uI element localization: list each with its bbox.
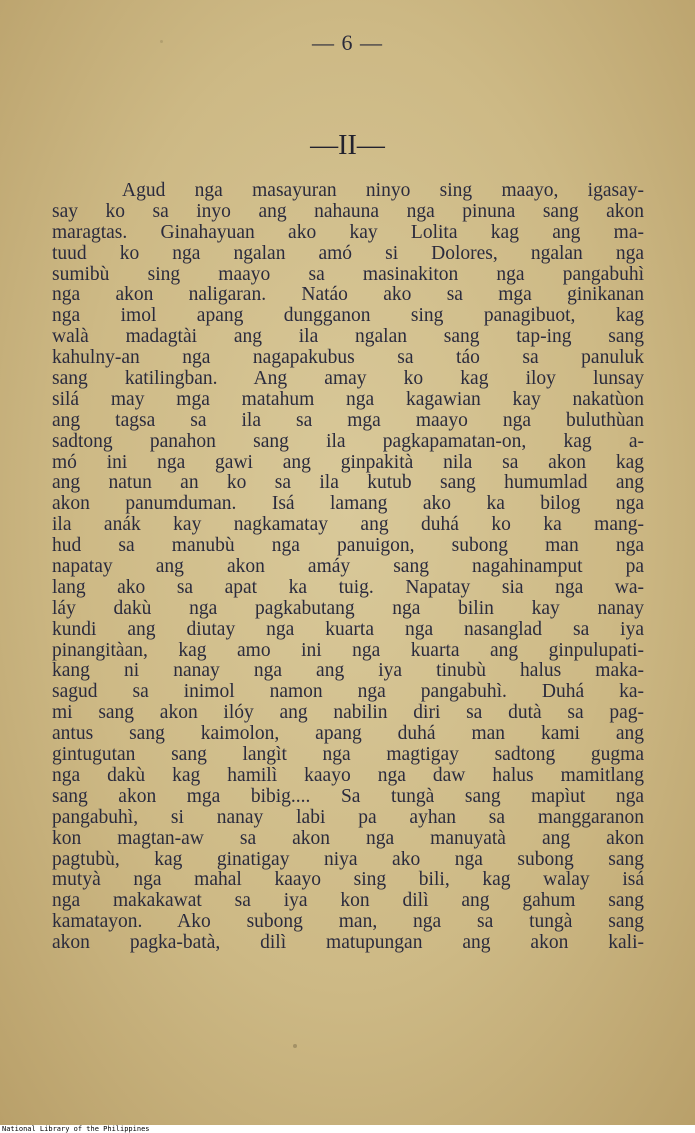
- text-line: nga makakawat sa iya kon dilì ang gahum sang: [52, 891, 644, 912]
- text-line: mutyà nga mahal kaayo sing bili, kag walay isá: [52, 870, 644, 891]
- text-line: sang akon mga bibig.... Sa tungà sang mapìut nga: [52, 786, 644, 807]
- text-line: hud sa manubù nga panuigon, subong man nga: [52, 536, 644, 557]
- text-line: pagtubù, kag ginatigay niya ako nga subong sang: [52, 849, 644, 870]
- text-line: pangabuhì, si nanay labi pa ayhan sa manggaranon: [52, 807, 644, 828]
- text-line: nga akon naligaran. Natáo ako sa mga ginikanan: [52, 285, 644, 306]
- body-text: [52, 181, 644, 954]
- chapter-heading: —II—: [310, 130, 385, 161]
- text-line: tuud ko nga ngalan amó si Dolores, ngalan nga: [52, 243, 644, 264]
- library-footer: National Library of the Philippines: [2, 1125, 150, 1133]
- text-line: lang ako sa apat ka tuig. Napatay sia nga wa-: [52, 577, 644, 598]
- text-line: Agud nga masayuran ninyo sing maayo, igasay-: [122, 181, 644, 201]
- text-line: kundi ang diutay nga kuarta nga nasanglad sa iya: [52, 619, 644, 640]
- text-line: antus sang kaimolon, apang duhá man kami ang: [52, 724, 644, 745]
- text-line: sang katilingban. Ang amay ko kag iloy lunsay: [52, 369, 644, 390]
- text-line: akon pagka-batà, dilì matupungan ang akon kali-: [52, 933, 644, 954]
- text-line: akon panumduman. Isá lamang ako ka bilog nga: [52, 494, 644, 515]
- text-line: kamatayon. Ako subong man, nga sa tungà sang: [52, 912, 644, 933]
- text-line: pinangitàan, kag amo ini nga kuarta ang ginpulupati-: [52, 640, 644, 661]
- text-line: napatay ang akon amáy sang nagahinamput pa: [52, 557, 644, 578]
- ink-speck: [160, 40, 163, 43]
- text-line: mó ini nga gawi ang ginpakità nila sa akon kag: [52, 452, 644, 473]
- page-number: — 6 —: [312, 30, 383, 55]
- text-line: mi sang akon ilóy ang nabilin diri sa dutà sa pag-: [52, 703, 644, 724]
- text-line: kahulny-an nga nagapakubus sa táo sa panuluk: [52, 348, 644, 369]
- text-line: silá may mga matahum nga kagawian kay nakatùon: [52, 389, 644, 410]
- text-line: kon magtan-aw sa akon nga manuyatà ang akon: [52, 828, 644, 849]
- text-line: ang tagsa sa ila sa mga maayo nga buluthùan: [52, 410, 644, 431]
- text-line: ila anák kay nagkamatay ang duhá ko ka mang-: [52, 515, 644, 536]
- text-line: sadtong panahon sang ila pagkapamatan-on, kag a-: [52, 431, 644, 452]
- text-line: gintugutan sang langìt nga magtigay sadtong gugma: [52, 745, 644, 766]
- text-line: kang ni nanay nga ang iya tinubù halus maka-: [52, 661, 644, 682]
- ink-speck: [293, 1044, 297, 1048]
- text-line: sagud sa inimol namon nga pangabuhì. Duhá ka-: [52, 682, 644, 703]
- text-line: nga dakù kag hamilì kaayo nga daw halus mamitlang: [52, 765, 644, 786]
- text-line: maragtas. Ginahayuan ako kay Lolita kag ang ma-: [52, 222, 644, 243]
- text-line: say ko sa inyo ang nahauna nga pinuna sang akon: [52, 201, 644, 222]
- text-line: láy dakù nga pagkabutang nga bilin kay nanay: [52, 598, 644, 619]
- text-line: ang natun an ko sa ila kutub sang humumlad ang: [52, 473, 644, 494]
- text-line: nga imol apang dungganon sing panagibuot, kag: [52, 306, 644, 327]
- text-line: sumibù sing maayo sa masinakiton nga pangabuhì: [52, 264, 644, 285]
- text-line: walà madagtài ang ila ngalan sang tap-ing sang: [52, 327, 644, 348]
